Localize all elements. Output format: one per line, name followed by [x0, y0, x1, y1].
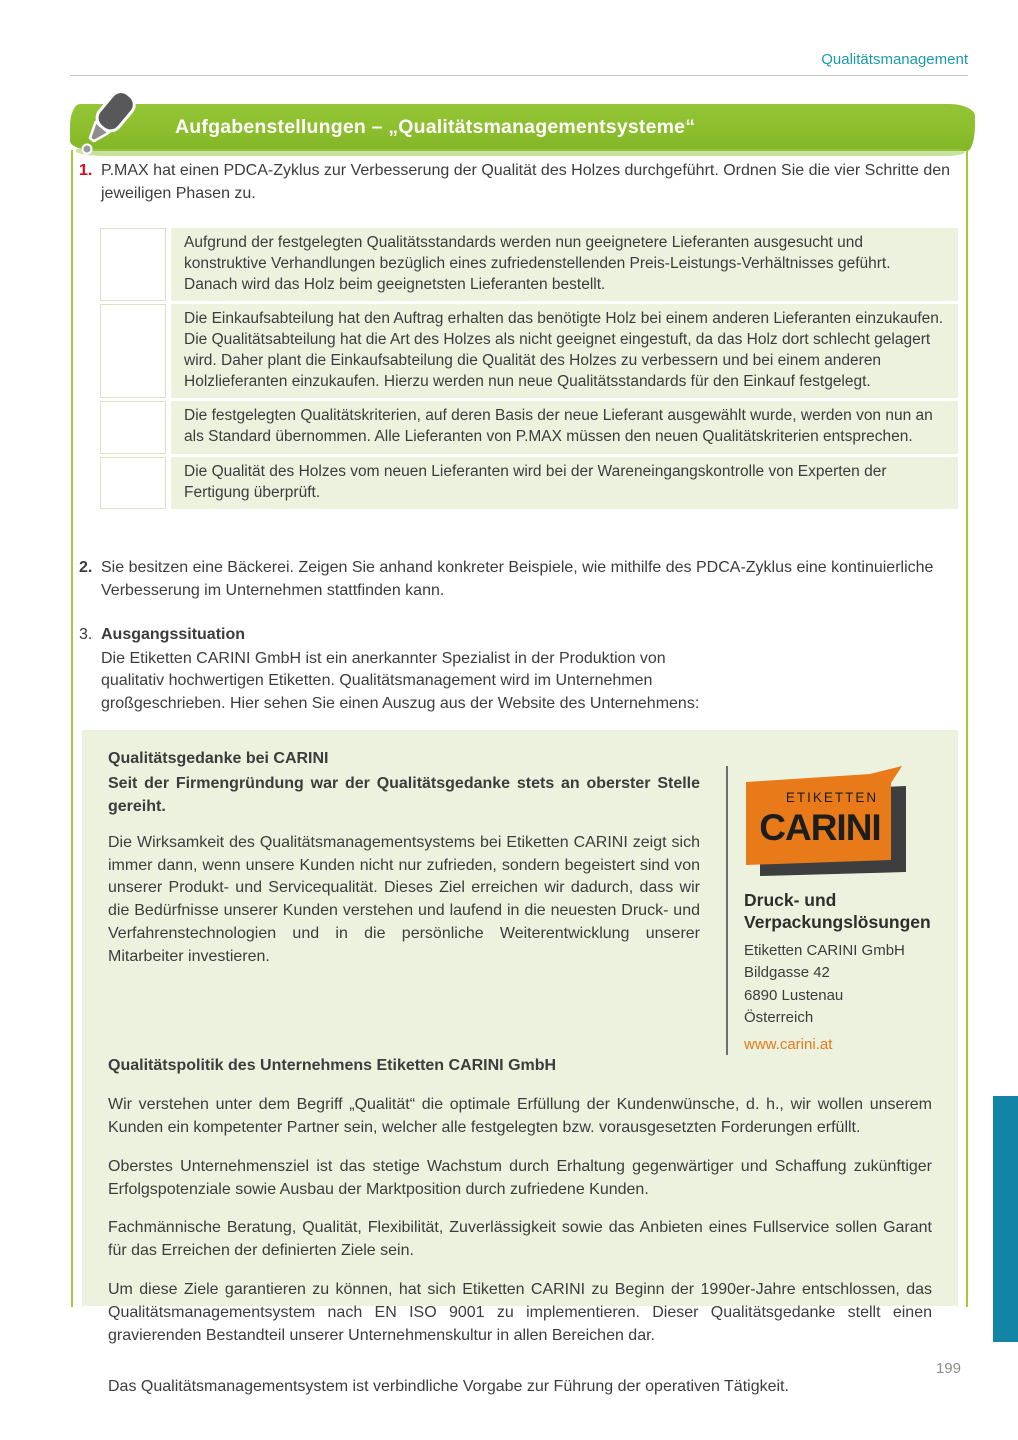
table-row-text: Die Qualität des Holzes vom neuen Lieferanten wird bei der Wareneingangskontrolle von Experten der Fertigung überprüft. — [171, 457, 958, 510]
answer-box-4[interactable] — [100, 457, 166, 510]
exercise-3 — [79, 624, 951, 716]
table-row — [100, 457, 958, 510]
running-header: Qualitätsmanagement — [821, 51, 968, 68]
exercise-3-heading: Ausgangssituation — [101, 626, 246, 643]
policy-paragraph: Oberstes Unternehmensziel ist das stetige Wachstum durch Erhaltung gegenwärtiger und Schaffung zukünftiger Erfolgspotenziale sowie Ausbau der Marktposition durch zufriedene Kunden. — [108, 1157, 932, 1198]
banner-title: Aufgabenstellungen – „Qualitätsmanagementsysteme“ — [175, 116, 696, 138]
quality-idea-heading: Qualitätsgedanke bei CARINI — [108, 750, 329, 767]
logo-name: CARINI — [759, 807, 881, 848]
section-banner — [70, 104, 975, 151]
exercise-2-text: Sie besitzen eine Bäckerei. Zeigen Sie anhand konkreter Beispiele, wie mithilfe des PDCA-Zyklus eine kontinuierliche Verbesserung im Unternehmen stattfinden kann. — [101, 559, 934, 599]
logo-top-text: ETIKETTEN — [785, 790, 879, 805]
quality-idea-lead: Seit der Firmengründung war der Qualitätsgedanke stets an oberster Stelle gereiht. — [108, 774, 700, 815]
quality-policy-heading: Qualitätspolitik des Unternehmens Etiketten CARINI GmbH — [108, 1057, 557, 1075]
website-link[interactable]: www.carini.at — [744, 1035, 833, 1053]
company-panel — [726, 766, 932, 1055]
table-row-text: Aufgrund der festgelegten Qualitätsstandards werden nun geeignetere Lieferanten ausgesucht und konstruktive Verhandlungen bezüglich eines zufriedenstellenden Preis-Leistungs-Verhältnisses geführt. Danach wird das Holz beim geeignetsten Lieferanten bestellt. — [171, 228, 958, 301]
exercise-1-number: 1. — [79, 162, 93, 179]
answer-box-3[interactable] — [100, 401, 166, 454]
content-border-left — [71, 150, 73, 1307]
exercise-2-number: 2. — [79, 559, 93, 576]
table-row-text: Die festgelegten Qualitätskriterien, auf deren Basis der neue Lieferant ausgewählt wurde, werden von nun an als Standard übernommen. Alle Lieferanten von P.MAX müssen den neuen Qualitätskriterien entsprechen. — [171, 401, 958, 454]
quality-idea-body: Die Wirksamkeit des Qualitätsmanagementsystems bei Etiketten CARINI zeigt sich immer dann, wenn unsere Kunden nicht nur zufrieden, sondern begeistert sind von unserer Produkt- und Servicequalität. Dieses Ziel erreichen wir dadurch, dass wir die Bedürfnisse unserer Kunden verstehen und laufend in die neuesten Druck- und Verfahrenstechnologien und in die persönliche Weiterentwicklung unserer Mitarbeiter investieren. — [108, 833, 700, 965]
table-row-text: Die Einkaufsabteilung hat den Auftrag erhalten das benötigte Holz bei einem anderen Lieferanten einzukaufen. Die Qualitätsabteilung hat die Art des Holzes als nicht geeignet eingestuft, da das Holz dort schlecht gelagert wird. Daher plant die Einkaufsabteilung die Qualität des Holzes zu verbessern und bei einem anderen Holzlieferanten einzukaufen. Hierzu werden nun neue Qualitätsstandards für den Einkauf festgelegt. — [171, 304, 958, 398]
table-row — [100, 401, 958, 454]
carini-logo — [744, 766, 916, 886]
exercise-2 — [79, 557, 951, 602]
header-divider — [70, 75, 968, 76]
company-address: Etiketten CARINI GmbH Bildgasse 42 6890 Lustenau Österreich — [744, 941, 905, 1027]
company-tagline: Druck- und Verpackungslösungen — [744, 889, 931, 932]
exercise-1-text: P.MAX hat einen PDCA-Zyklus zur Verbesserung der Qualität des Holzes durchgeführt. Ordnen Sie die vier Schritte den jeweiligen Phasen zu. — [101, 162, 951, 202]
exercise-1 — [79, 160, 951, 205]
policy-paragraph: Um diese Ziele garantieren zu können, hat sich Etiketten CARINI zu Beginn der 1990er-Jahre entschlossen, das Qualitätsmanagementsystem nach EN ISO 9001 zu implementieren. Dieser Qualitätsgedanke stellt einen gravierenden Bestandteil unserer Unternehmenskultur in allen Bereichen dar. — [108, 1281, 932, 1344]
exercise-3-text: Die Etiketten CARINI GmbH ist ein anerkannter Spezialist in der Produktion von qualitativ hochwertigen Etiketten. Qualitätsmanagement wird im Unternehmen großgeschrieben. Hier sehen Sie einen Auszug aus der Website des Unternehmens: — [101, 649, 700, 713]
content-border-right — [966, 150, 968, 1307]
matching-table — [100, 228, 958, 512]
answer-box-1[interactable] — [100, 228, 166, 301]
exercise-3-number: 3. — [79, 626, 93, 643]
page-number: 199 — [935, 1360, 961, 1377]
policy-paragraph: Fachmännische Beratung, Qualität, Flexibilität, Zuverlässigkeit sowie das Anbieten eines Fullservice sollen Garant für das Erreichen der definierten Ziele sein. — [108, 1219, 932, 1260]
pencil-icon — [76, 86, 142, 158]
policy-paragraph: Das Qualitätsmanagementsystem ist verbindliche Vorgabe zur Führung der operativen Tätigkeit. — [108, 1377, 789, 1395]
table-row — [100, 304, 958, 398]
website-excerpt-box — [82, 730, 958, 1395]
chapter-edge-tab — [993, 1096, 1018, 1342]
table-row — [100, 228, 958, 301]
answer-box-2[interactable] — [100, 304, 166, 398]
policy-paragraph: Wir verstehen unter dem Begriff „Qualität“ die optimale Erfüllung der Kundenwünsche, d. h., wir wollen unserem Kunden ein kompetenter Partner sein, welcher alle festgelegten bzw. vorausgesetzten Forderungen erfüllt. — [108, 1095, 932, 1136]
